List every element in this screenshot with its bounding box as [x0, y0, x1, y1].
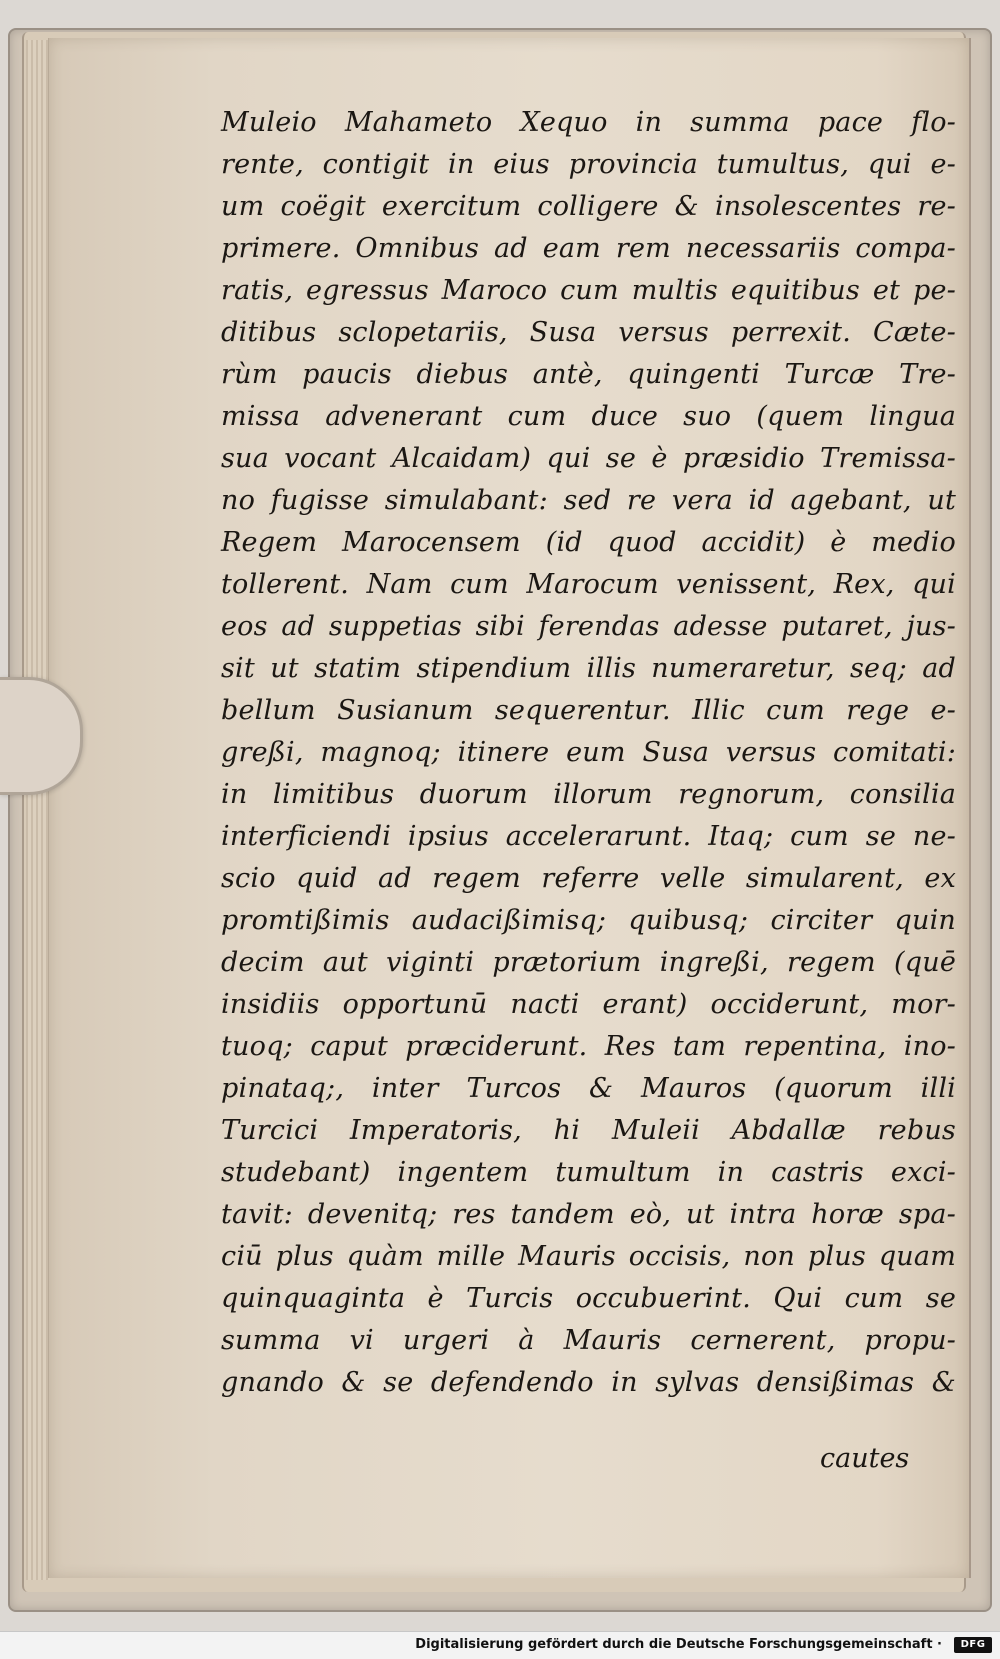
text-line: studebant) ingentem tumultum in castris exci-	[221, 1157, 956, 1188]
text-line: decim aut viginti prætorium ingreßi, regem (quē	[221, 947, 956, 978]
text-line: Turcici Imperatoris, hi Muleii Abdallæ rebus	[221, 1115, 956, 1146]
text-line: Regem Marocensem (id quod accidit) è medio	[221, 527, 956, 558]
text-line: in limitibus duorum illorum regnorum, consilia	[221, 779, 956, 810]
text-line: tuoq; caput præciderunt. Res tam repentina, ino-	[221, 1031, 956, 1062]
text-line: ratis, egressus Maroco cum multis equitibus et pe-	[221, 275, 956, 306]
text-line: ditibus sclopetariis, Susa versus perrexit. Cæte-	[221, 317, 956, 348]
text-line: missa advenerant cum duce suo (quem lingua	[221, 401, 956, 432]
page-edges-left	[26, 40, 50, 1580]
text-line: eos ad suppetias sibi ferendas adesse putaret, jus-	[221, 611, 956, 642]
text-line: no fugisse simulabant: sed re vera id agebant, ut	[221, 485, 956, 516]
text-line: rente, contigit in eius provincia tumultus, qui e-	[221, 149, 956, 180]
dfg-logo: DFG	[954, 1637, 992, 1653]
text-line: pinataq;, inter Turcos & Mauros (quorum illi	[221, 1073, 956, 1104]
text-line: tollerent. Nam cum Marocum venissent, Rex, qui	[221, 569, 956, 600]
text-line: quinquaginta è Turcis occubuerint. Qui cum se	[221, 1283, 956, 1314]
text-line: insidiis opportunū nacti erant) occiderunt, mor-	[221, 989, 956, 1020]
text-line: ciū plus quàm mille Mauris occisis, non plus quam	[221, 1241, 956, 1272]
text-line: bellum Susianum sequerentur. Illic cum rege e-	[221, 695, 956, 726]
text-line: primere. Omnibus ad eam rem necessariis compa-	[221, 233, 956, 264]
text-line: Muleio Mahameto Xequo in summa pace flo-	[221, 107, 956, 138]
text-line: gnando & se defendendo in sylvas densißimas &	[221, 1367, 956, 1398]
text-line: sua vocant Alcaidam) qui se è præsidio Tremissa-	[221, 443, 956, 474]
text-line: greßi, magnoq; itinere eum Susa versus comitati:	[221, 737, 956, 768]
text-line: rùm paucis diebus antè, quingenti Turcæ Tre-	[221, 359, 956, 390]
footer-text: Digitalisierung gefördert durch die Deutsche Forschungsgemeinschaft ·	[415, 1637, 942, 1652]
page-text	[221, 102, 956, 1404]
text-line: summa vi urgeri à Mauris cernerent, propu-	[221, 1325, 956, 1356]
text-line: sit ut statim stipendium illis numeraretur, seq; ad	[221, 653, 956, 684]
catchword: cautes	[820, 1443, 910, 1474]
text-line: promtißimis audacißimisq; quibusq; circiter quin	[221, 905, 956, 936]
text-line: um coëgit exercitum colligere & insolescentes re-	[221, 191, 956, 222]
text-line: tavit: devenitq; res tandem eò, ut intra horæ spa-	[221, 1199, 956, 1230]
text-line: scio quid ad regem referre velle simularent, ex	[221, 863, 956, 894]
text-line: interficiendi ipsius accelerarunt. Itaq; cum se ne-	[221, 821, 956, 852]
digitization-footer	[0, 1631, 1000, 1659]
